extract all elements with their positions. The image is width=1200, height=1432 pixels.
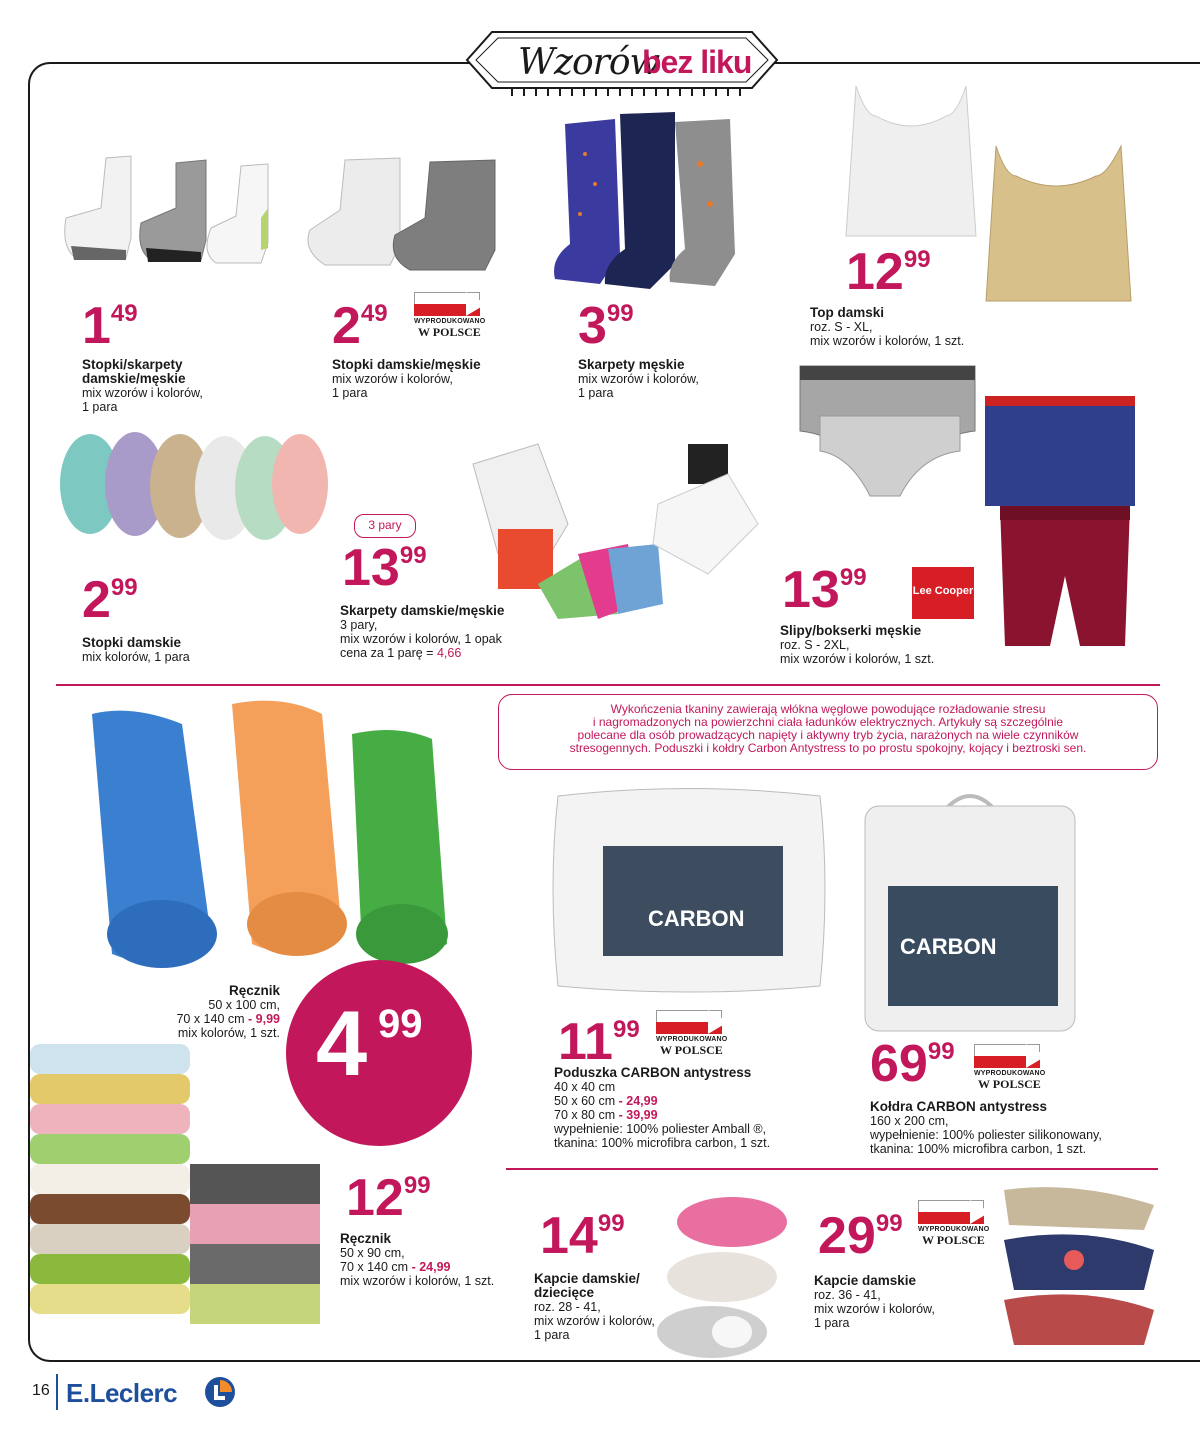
desc-stopki-skarpety: Stopki/skarpety damskie/męskie mix wzorów i kolorów, 1 para — [82, 357, 203, 414]
made-in-poland-badge: WYPRODUKOWANO W POLSCE — [974, 1044, 1044, 1090]
price-poduszka-carbon: 1199 — [558, 1013, 640, 1071]
carbon-info-box: Wykończenia tkaniny zawierają włókna węglowe powodujące rozładowanie stresu i nagromadzonych na powierzchni ciała ładunków elektrycznych. Artykuły są szczególnie polecane dla osób prowadzących napięty i aktywny tryb życia, narażonych na wiele czynników stresogennych. Poduszki i kołdry Carbon Antystress to po prostu spokojny, kojący i beztroski sen. — [498, 694, 1158, 770]
desc-kapcie-damskie: Kapcie damskie roz. 36 - 41, mix wzorów i kolorów, 1 para — [814, 1273, 935, 1330]
footer-divider — [56, 1374, 58, 1410]
price-circle-recznik: 4 99 — [286, 960, 472, 1146]
page-number: 16 — [32, 1382, 50, 1399]
lee-cooper-logo: Lee Cooper — [912, 567, 974, 619]
price-skarpety-meskie: 399 — [578, 297, 634, 355]
header-banner — [462, 22, 782, 100]
made-in-poland-badge: WYPRODUKOWANO W POLSCE — [656, 1010, 726, 1056]
price-stopki-damskie-meskie: 249 — [332, 297, 388, 355]
brand-logo-text: E.Leclerc — [66, 1378, 178, 1408]
mens-socks-image — [545, 104, 775, 294]
womens-slippers-image — [994, 1180, 1164, 1350]
price-koldra-carbon: 6999 — [870, 1035, 955, 1093]
badge-3-pary: 3 pary — [354, 514, 416, 538]
desc-stopki-damskie-meskie: Stopki damskie/męskie mix wzorów i kolorów, 1 para — [332, 357, 481, 400]
desc-slipy-bokserki: Slipy/bokserki męskie roz. S - 2XL, mix wzorów i kolorów, 1 szt. — [780, 623, 935, 666]
section-divider — [56, 684, 1160, 686]
price-stopki-damskie: 299 — [82, 571, 138, 629]
desc-recznik-2: Ręcznik 50 x 90 cm, 70 x 140 cm - 24,99 mix wzorów i kolorów, 1 szt. — [340, 1231, 495, 1288]
desc-kapcie-dzieciece: Kapcie damskie/ dziecięce roz. 28 - 41, mix wzorów i kolorów, 1 para — [534, 1271, 655, 1342]
brand-logo-icon — [204, 1376, 236, 1408]
stacked-towels-image — [30, 1044, 330, 1344]
low-socks-image — [300, 150, 510, 275]
rolled-towels-image — [52, 694, 462, 974]
desc-recznik-1: Ręcznik 50 x 100 cm, 70 x 140 cm - 9,99 mix kolorów, 1 szt. — [176, 983, 280, 1040]
price-kapcie-dzieciece: 1499 — [540, 1207, 625, 1265]
made-in-poland-badge: WYPRODUKOWANO W POLSCE — [918, 1200, 988, 1246]
desc-stopki-damskie: Stopki damskie mix kolorów, 1 para — [82, 635, 190, 664]
carbon-pillow-image — [548, 786, 830, 996]
desc-poduszka-carbon: Poduszka CARBON antystress 40 x 40 cm 50 x 60 cm - 24,99 70 x 80 cm - 39,99 wypełnienie: 100% poliester Amball ®, tkanina: 100% microfibra carbon, 1 szt. — [554, 1065, 771, 1150]
banner-script-text: Wzorów — [518, 42, 660, 83]
price-top-damski: 1299 — [846, 243, 931, 301]
ankle-socks-image — [56, 148, 296, 278]
svg-text:CARBON: CARBON — [900, 934, 997, 959]
carbon-duvet-image — [860, 776, 1080, 1038]
price-skarpety-damskie-meskie: 1399 — [342, 539, 427, 597]
price-slipy-bokserki: 1399 — [782, 561, 867, 619]
svg-text:CARBON: CARBON — [648, 906, 745, 931]
desc-skarpety-meskie: Skarpety męskie mix wzorów i kolorów, 1 para — [578, 357, 699, 400]
made-in-poland-badge: WYPRODUKOWANO W POLSCE — [414, 292, 484, 338]
price-stopki-skarpety: 149 — [82, 297, 138, 355]
desc-koldra-carbon: Kołdra CARBON antystress 160 x 200 cm, wypełnienie: 100% poliester silikonowany, tkanina: 100% microfibra carbon, 1 szt. — [870, 1099, 1102, 1156]
section-divider-2 — [506, 1168, 1158, 1170]
price-kapcie-damskie: 2999 — [818, 1207, 903, 1265]
footie-socks-image — [50, 424, 330, 564]
banner-bold-text: bez liku — [642, 44, 752, 80]
price-recznik-2: 1299 — [346, 1169, 431, 1227]
kids-slippers-image — [652, 1192, 792, 1362]
kappa-socks-image — [468, 434, 768, 624]
desc-top-damski: Top damski roz. S - XL, mix wzorów i kolorów, 1 szt. — [810, 305, 965, 348]
desc-skarpety-damskie-meskie: Skarpety damskie/męskie 3 pary, mix wzorów i kolorów, 1 opak cena za 1 parę = 4,66 — [340, 603, 505, 660]
